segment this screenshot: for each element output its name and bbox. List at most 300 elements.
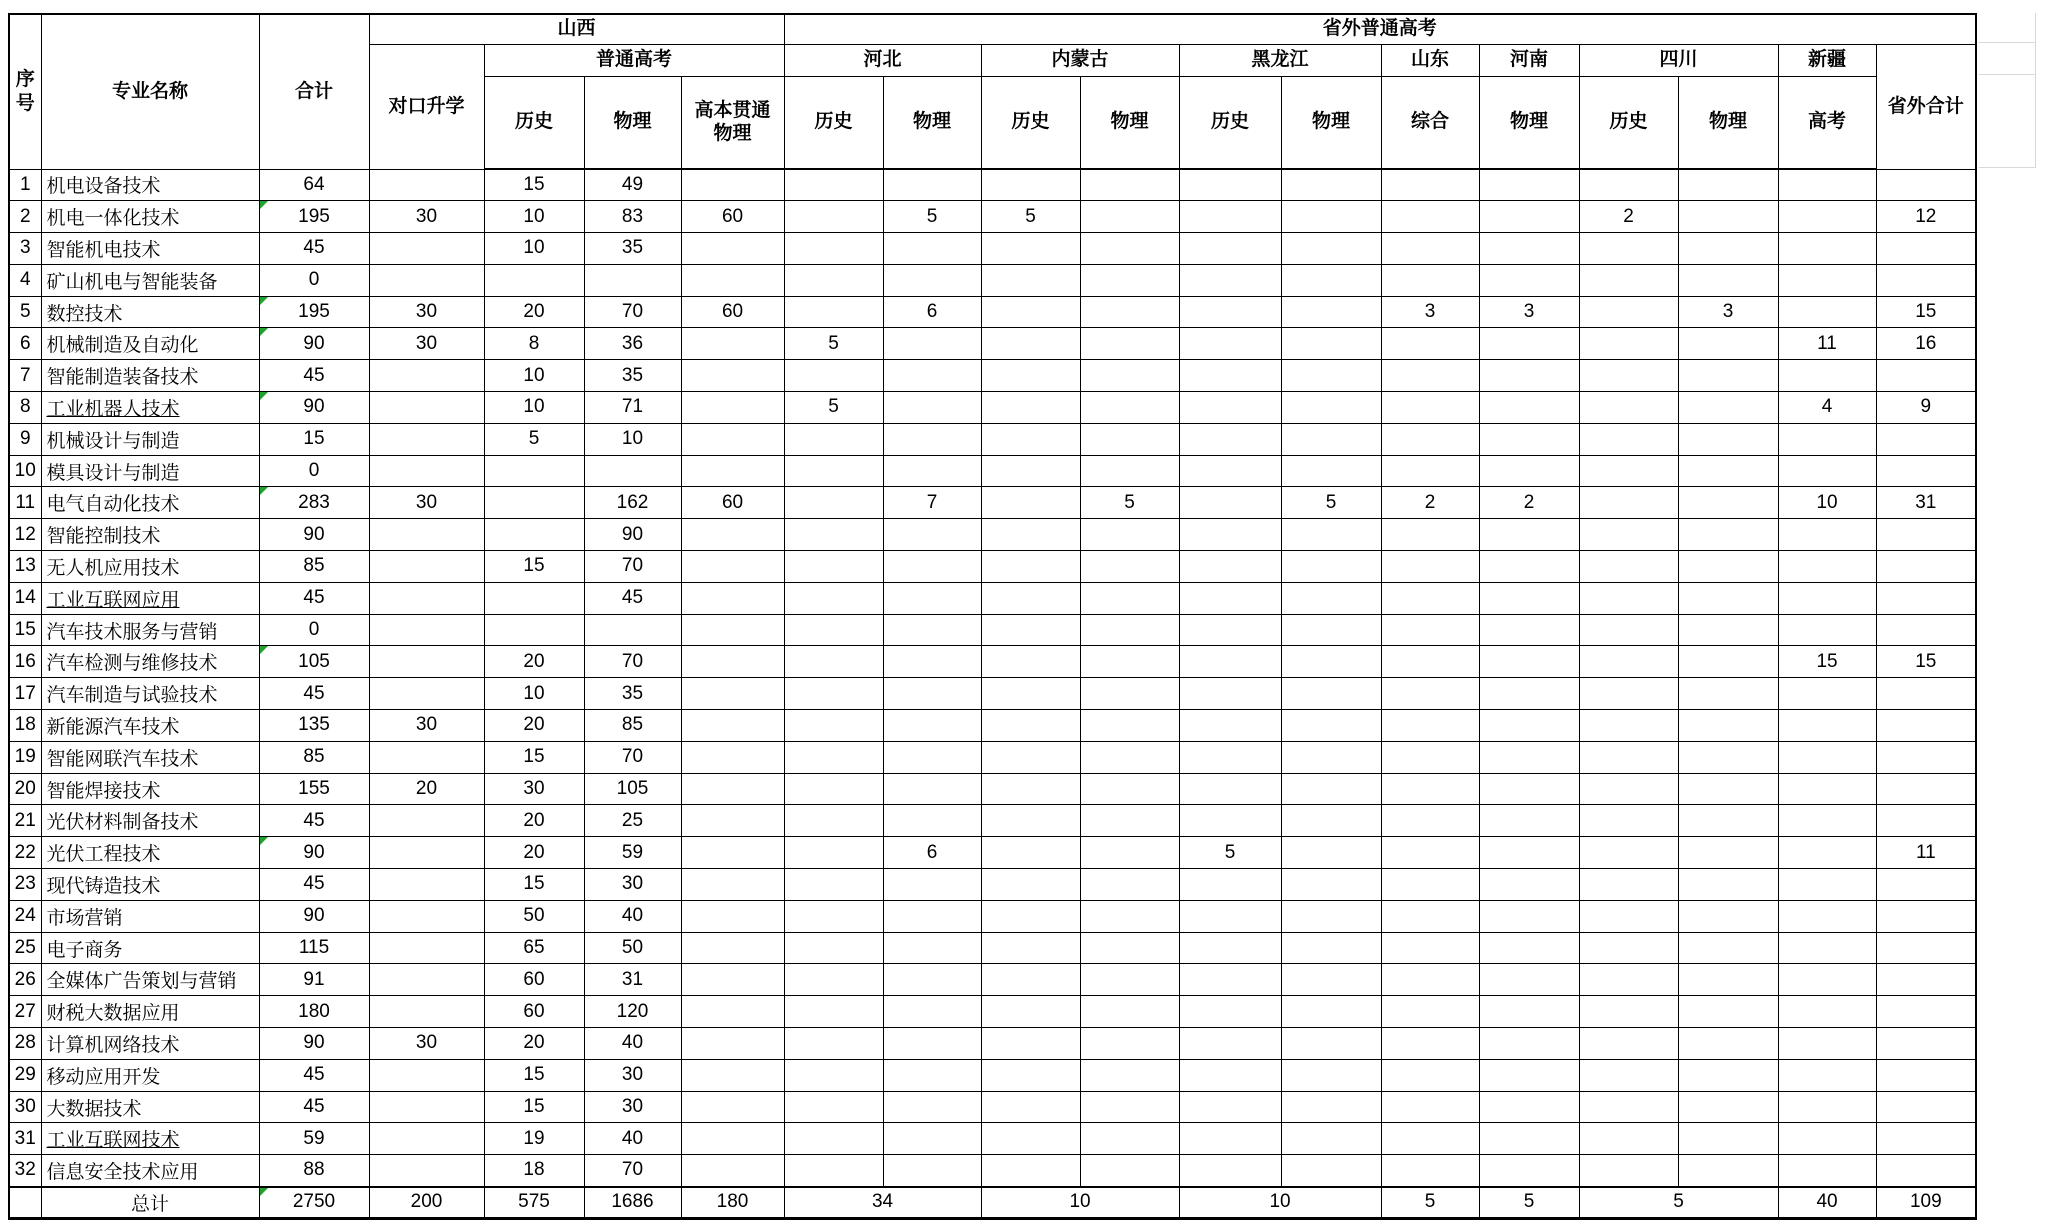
cell-duikou[interactable] <box>369 996 484 1028</box>
cell-hlj-hist[interactable] <box>1179 741 1281 773</box>
cell-sc-hist[interactable] <box>1579 1028 1678 1060</box>
cell-major[interactable] <box>41 900 259 932</box>
cell-hb-phys[interactable] <box>883 1059 981 1091</box>
cell-hb-hist[interactable] <box>784 328 883 360</box>
cell-hn-phys[interactable] <box>1479 264 1579 296</box>
cell-nm-phys[interactable] <box>1080 519 1179 551</box>
cell-major[interactable] <box>41 741 259 773</box>
cell-hb-hist[interactable] <box>784 837 883 869</box>
cell-nm-phys[interactable] <box>1080 233 1179 265</box>
col-header-swtotal[interactable] <box>1876 44 1976 169</box>
cell-sx-phys[interactable] <box>584 551 681 583</box>
cell-sw-total[interactable] <box>1876 805 1976 837</box>
cell-major[interactable] <box>41 1155 259 1187</box>
cell-gaoben[interactable] <box>681 296 784 328</box>
cell-hlj-phys[interactable] <box>1281 964 1381 996</box>
cell-total[interactable] <box>259 614 369 646</box>
cell-hn-phys[interactable] <box>1479 1028 1579 1060</box>
group-header-xinjiang[interactable] <box>1778 44 1876 76</box>
cell-sx-phys[interactable] <box>584 900 681 932</box>
cell-sd-zonghe[interactable] <box>1381 201 1479 233</box>
cell-sd-zonghe[interactable] <box>1381 932 1479 964</box>
cell-hlj-hist[interactable] <box>1179 996 1281 1028</box>
cell-sc-phys[interactable] <box>1678 582 1778 614</box>
cell-total[interactable] <box>259 519 369 551</box>
cell-nm-phys[interactable] <box>1080 169 1179 201</box>
cell-hlj-hist[interactable] <box>1179 360 1281 392</box>
cell-sx-hist[interactable] <box>484 678 584 710</box>
cell-sx-phys[interactable] <box>584 932 681 964</box>
cell-seq[interactable] <box>9 741 41 773</box>
cell-hlj-phys[interactable] <box>1281 169 1381 201</box>
cell-nm-hist[interactable] <box>981 487 1080 519</box>
cell-hb-phys[interactable] <box>883 1091 981 1123</box>
cell-nm-phys[interactable] <box>1080 614 1179 646</box>
cell-sx-hist[interactable] <box>484 551 584 583</box>
cell-hb-phys[interactable] <box>883 233 981 265</box>
cell-major[interactable] <box>41 869 259 901</box>
cell-hb-hist[interactable] <box>784 360 883 392</box>
cell-nm-phys[interactable] <box>1080 900 1179 932</box>
cell-major[interactable] <box>41 1028 259 1060</box>
cell-gaoben[interactable] <box>681 1059 784 1091</box>
cell-sd-zonghe[interactable] <box>1381 869 1479 901</box>
cell-gaoben[interactable] <box>681 996 784 1028</box>
cell-sc-hist[interactable] <box>1579 900 1678 932</box>
cell-sx-phys[interactable] <box>584 1091 681 1123</box>
cell-gaoben[interactable] <box>681 932 784 964</box>
cell-hb-phys[interactable] <box>883 1155 981 1187</box>
cell-nm-hist[interactable] <box>981 900 1080 932</box>
cell-hb-hist[interactable] <box>784 710 883 742</box>
cell-sc-hist[interactable] <box>1579 423 1678 455</box>
cell-total[interactable] <box>259 296 369 328</box>
cell-duikou[interactable] <box>369 1155 484 1187</box>
cell-duikou[interactable] <box>369 678 484 710</box>
cell-sx-hist[interactable] <box>484 264 584 296</box>
cell-sc-phys[interactable] <box>1678 1059 1778 1091</box>
cell-gaoben[interactable] <box>681 328 784 360</box>
cell-xj-gaokao[interactable] <box>1778 169 1876 201</box>
cell-sd-zonghe[interactable] <box>1381 423 1479 455</box>
cell-hlj-hist[interactable] <box>1179 614 1281 646</box>
cell-gaoben[interactable] <box>681 455 784 487</box>
cell-seq[interactable] <box>9 932 41 964</box>
cell-sx-hist[interactable] <box>484 932 584 964</box>
cell-hlj-hist[interactable] <box>1179 805 1281 837</box>
cell-nm-phys[interactable] <box>1080 869 1179 901</box>
cell-hlj-phys[interactable] <box>1281 233 1381 265</box>
cell-sd-zonghe[interactable] <box>1381 264 1479 296</box>
cell-hb-hist[interactable] <box>784 805 883 837</box>
cell-total[interactable] <box>259 582 369 614</box>
cell-hlj-hist[interactable] <box>1179 773 1281 805</box>
cell-hlj-hist[interactable] <box>1179 1028 1281 1060</box>
cell-sw-total[interactable] <box>1876 869 1976 901</box>
cell-total[interactable] <box>259 1028 369 1060</box>
cell-xj-gaokao[interactable] <box>1778 423 1876 455</box>
cell-sw-total[interactable] <box>1876 423 1976 455</box>
totals-sx-phys[interactable] <box>584 1187 681 1219</box>
cell-sx-phys[interactable] <box>584 1028 681 1060</box>
cell-duikou[interactable] <box>369 360 484 392</box>
cell-hb-hist[interactable] <box>784 932 883 964</box>
cell-sw-total[interactable] <box>1876 1155 1976 1187</box>
cell-nm-phys[interactable] <box>1080 741 1179 773</box>
cell-nm-hist[interactable] <box>981 646 1080 678</box>
cell-sc-hist[interactable] <box>1579 360 1678 392</box>
cell-gaoben[interactable] <box>681 360 784 392</box>
cell-seq[interactable] <box>9 964 41 996</box>
cell-sx-hist[interactable] <box>484 423 584 455</box>
cell-hn-phys[interactable] <box>1479 169 1579 201</box>
cell-hlj-hist[interactable] <box>1179 646 1281 678</box>
cell-sd-zonghe[interactable] <box>1381 1059 1479 1091</box>
col-header-sc-phys[interactable] <box>1678 76 1778 169</box>
cell-hlj-phys[interactable] <box>1281 487 1381 519</box>
cell-sc-hist[interactable] <box>1579 964 1678 996</box>
cell-hn-phys[interactable] <box>1479 773 1579 805</box>
cell-gaoben[interactable] <box>681 837 784 869</box>
cell-seq[interactable] <box>9 678 41 710</box>
cell-sx-hist[interactable] <box>484 964 584 996</box>
cell-sw-total[interactable] <box>1876 996 1976 1028</box>
cell-hb-hist[interactable] <box>784 741 883 773</box>
cell-seq[interactable] <box>9 1123 41 1155</box>
cell-sd-zonghe[interactable] <box>1381 1155 1479 1187</box>
totals-gaoben[interactable] <box>681 1187 784 1219</box>
cell-major[interactable] <box>41 996 259 1028</box>
cell-sd-zonghe[interactable] <box>1381 1028 1479 1060</box>
totals-label[interactable] <box>41 1187 259 1219</box>
cell-sc-hist[interactable] <box>1579 710 1678 742</box>
cell-major[interactable] <box>41 773 259 805</box>
cell-major[interactable] <box>41 805 259 837</box>
cell-hn-phys[interactable] <box>1479 328 1579 360</box>
cell-major[interactable] <box>41 1091 259 1123</box>
cell-sx-hist[interactable] <box>484 614 584 646</box>
cell-nm-hist[interactable] <box>981 519 1080 551</box>
cell-sc-hist[interactable] <box>1579 869 1678 901</box>
cell-hlj-hist[interactable] <box>1179 328 1281 360</box>
cell-sc-phys[interactable] <box>1678 996 1778 1028</box>
cell-sw-total[interactable] <box>1876 296 1976 328</box>
cell-duikou[interactable] <box>369 964 484 996</box>
cell-duikou[interactable] <box>369 1028 484 1060</box>
cell-total[interactable] <box>259 169 369 201</box>
col-header-hb-phys[interactable] <box>883 76 981 169</box>
cell-sc-phys[interactable] <box>1678 264 1778 296</box>
cell-hb-hist[interactable] <box>784 296 883 328</box>
cell-seq[interactable] <box>9 169 41 201</box>
cell-gaoben[interactable] <box>681 551 784 583</box>
cell-sd-zonghe[interactable] <box>1381 487 1479 519</box>
cell-nm-phys[interactable] <box>1080 1123 1179 1155</box>
group-header-shanxi[interactable] <box>369 14 784 44</box>
cell-hb-phys[interactable] <box>883 519 981 551</box>
cell-nm-hist[interactable] <box>981 1059 1080 1091</box>
cell-sx-phys[interactable] <box>584 741 681 773</box>
cell-xj-gaokao[interactable] <box>1778 869 1876 901</box>
cell-sc-phys[interactable] <box>1678 423 1778 455</box>
cell-sw-total[interactable] <box>1876 773 1976 805</box>
cell-sc-phys[interactable] <box>1678 296 1778 328</box>
cell-sx-hist[interactable] <box>484 233 584 265</box>
cell-duikou[interactable] <box>369 551 484 583</box>
cell-sc-phys[interactable] <box>1678 805 1778 837</box>
cell-sc-phys[interactable] <box>1678 1091 1778 1123</box>
cell-sc-phys[interactable] <box>1678 614 1778 646</box>
cell-sx-hist[interactable] <box>484 328 584 360</box>
cell-nm-hist[interactable] <box>981 392 1080 424</box>
cell-hlj-phys[interactable] <box>1281 551 1381 583</box>
cell-sd-zonghe[interactable] <box>1381 169 1479 201</box>
cell-sd-zonghe[interactable] <box>1381 614 1479 646</box>
cell-sw-total[interactable] <box>1876 233 1976 265</box>
col-header-xj-gaokao[interactable] <box>1778 76 1876 169</box>
cell-sc-phys[interactable] <box>1678 169 1778 201</box>
cell-hb-hist[interactable] <box>784 201 883 233</box>
cell-xj-gaokao[interactable] <box>1778 519 1876 551</box>
cell-total[interactable] <box>259 869 369 901</box>
group-header-shengwai[interactable] <box>784 14 1976 44</box>
cell-hlj-hist[interactable] <box>1179 296 1281 328</box>
cell-hn-phys[interactable] <box>1479 646 1579 678</box>
cell-seq[interactable] <box>9 646 41 678</box>
cell-sc-hist[interactable] <box>1579 296 1678 328</box>
cell-sc-phys[interactable] <box>1678 900 1778 932</box>
cell-gaoben[interactable] <box>681 773 784 805</box>
cell-nm-hist[interactable] <box>981 233 1080 265</box>
cell-sx-phys[interactable] <box>584 487 681 519</box>
totals-province-merged[interactable] <box>1479 1187 1579 1219</box>
cell-total[interactable] <box>259 1123 369 1155</box>
cell-sc-hist[interactable] <box>1579 328 1678 360</box>
cell-nm-hist[interactable] <box>981 1028 1080 1060</box>
cell-sw-total[interactable] <box>1876 678 1976 710</box>
cell-sw-total[interactable] <box>1876 900 1976 932</box>
cell-nm-hist[interactable] <box>981 169 1080 201</box>
cell-sc-phys[interactable] <box>1678 1123 1778 1155</box>
cell-hn-phys[interactable] <box>1479 296 1579 328</box>
cell-hn-phys[interactable] <box>1479 1155 1579 1187</box>
cell-seq[interactable] <box>9 392 41 424</box>
cell-nm-phys[interactable] <box>1080 932 1179 964</box>
cell-hb-hist[interactable] <box>784 169 883 201</box>
cell-xj-gaokao[interactable] <box>1778 646 1876 678</box>
cell-hn-phys[interactable] <box>1479 805 1579 837</box>
cell-total[interactable] <box>259 932 369 964</box>
cell-duikou[interactable] <box>369 1091 484 1123</box>
cell-hb-phys[interactable] <box>883 1123 981 1155</box>
cell-sc-hist[interactable] <box>1579 233 1678 265</box>
totals-total[interactable] <box>259 1187 369 1219</box>
cell-hb-hist[interactable] <box>784 1123 883 1155</box>
cell-hlj-phys[interactable] <box>1281 1091 1381 1123</box>
cell-hb-hist[interactable] <box>784 869 883 901</box>
cell-hn-phys[interactable] <box>1479 423 1579 455</box>
cell-duikou[interactable] <box>369 582 484 614</box>
cell-sx-hist[interactable] <box>484 519 584 551</box>
cell-sc-phys[interactable] <box>1678 487 1778 519</box>
cell-hlj-hist[interactable] <box>1179 233 1281 265</box>
cell-major[interactable] <box>41 837 259 869</box>
cell-nm-phys[interactable] <box>1080 392 1179 424</box>
cell-sc-hist[interactable] <box>1579 1059 1678 1091</box>
cell-hb-hist[interactable] <box>784 1155 883 1187</box>
totals-duikou[interactable] <box>369 1187 484 1219</box>
cell-total[interactable] <box>259 964 369 996</box>
cell-nm-phys[interactable] <box>1080 1028 1179 1060</box>
cell-duikou[interactable] <box>369 900 484 932</box>
col-header-hn-phys[interactable] <box>1479 76 1579 169</box>
cell-gaoben[interactable] <box>681 1155 784 1187</box>
cell-hb-phys[interactable] <box>883 551 981 583</box>
cell-total[interactable] <box>259 996 369 1028</box>
cell-duikou[interactable] <box>369 519 484 551</box>
cell-gaoben[interactable] <box>681 646 784 678</box>
cell-duikou[interactable] <box>369 487 484 519</box>
cell-sc-phys[interactable] <box>1678 360 1778 392</box>
cell-nm-phys[interactable] <box>1080 328 1179 360</box>
cell-xj-gaokao[interactable] <box>1778 296 1876 328</box>
cell-total[interactable] <box>259 360 369 392</box>
cell-seq[interactable] <box>9 805 41 837</box>
cell-nm-phys[interactable] <box>1080 773 1179 805</box>
cell-nm-hist[interactable] <box>981 264 1080 296</box>
cell-nm-phys[interactable] <box>1080 646 1179 678</box>
cell-hb-hist[interactable] <box>784 646 883 678</box>
cell-sd-zonghe[interactable] <box>1381 582 1479 614</box>
cell-xj-gaokao[interactable] <box>1778 360 1876 392</box>
col-header-hlj-hist[interactable] <box>1179 76 1281 169</box>
cell-sw-total[interactable] <box>1876 1028 1976 1060</box>
cell-sc-hist[interactable] <box>1579 932 1678 964</box>
cell-seq[interactable] <box>9 233 41 265</box>
cell-sd-zonghe[interactable] <box>1381 710 1479 742</box>
cell-gaoben[interactable] <box>681 487 784 519</box>
cell-sc-hist[interactable] <box>1579 996 1678 1028</box>
cell-nm-hist[interactable] <box>981 932 1080 964</box>
cell-hlj-hist[interactable] <box>1179 519 1281 551</box>
cell-seq[interactable] <box>9 582 41 614</box>
cell-sx-phys[interactable] <box>584 201 681 233</box>
cell-hb-hist[interactable] <box>784 551 883 583</box>
cell-gaoben[interactable] <box>681 614 784 646</box>
cell-hn-phys[interactable] <box>1479 710 1579 742</box>
cell-seq[interactable] <box>9 328 41 360</box>
cell-hlj-hist[interactable] <box>1179 264 1281 296</box>
cell-major[interactable] <box>41 296 259 328</box>
cell-sx-hist[interactable] <box>484 773 584 805</box>
cell-sc-phys[interactable] <box>1678 646 1778 678</box>
cell-sd-zonghe[interactable] <box>1381 837 1479 869</box>
cell-nm-hist[interactable] <box>981 964 1080 996</box>
cell-xj-gaokao[interactable] <box>1778 201 1876 233</box>
totals-province-merged[interactable] <box>1876 1187 1976 1219</box>
totals-province-merged[interactable] <box>981 1187 1179 1219</box>
cell-nm-hist[interactable] <box>981 837 1080 869</box>
cell-nm-hist[interactable] <box>981 582 1080 614</box>
cell-seq[interactable] <box>9 1059 41 1091</box>
cell-nm-phys[interactable] <box>1080 1155 1179 1187</box>
cell-sx-hist[interactable] <box>484 1059 584 1091</box>
cell-total[interactable] <box>259 328 369 360</box>
cell-hb-phys[interactable] <box>883 1028 981 1060</box>
group-header-neimenggu[interactable] <box>981 44 1179 76</box>
cell-hlj-hist[interactable] <box>1179 869 1281 901</box>
cell-hb-phys[interactable] <box>883 455 981 487</box>
cell-sw-total[interactable] <box>1876 264 1976 296</box>
cell-duikou[interactable] <box>369 328 484 360</box>
group-header-hebei[interactable] <box>784 44 981 76</box>
cell-hn-phys[interactable] <box>1479 932 1579 964</box>
cell-nm-phys[interactable] <box>1080 1091 1179 1123</box>
cell-nm-phys[interactable] <box>1080 964 1179 996</box>
col-header-sc-hist[interactable] <box>1579 76 1678 169</box>
col-header-sx-phys[interactable] <box>584 76 681 169</box>
cell-major[interactable] <box>41 519 259 551</box>
cell-seq[interactable] <box>9 710 41 742</box>
cell-hlj-hist[interactable] <box>1179 837 1281 869</box>
cell-gaoben[interactable] <box>681 519 784 551</box>
cell-nm-phys[interactable] <box>1080 710 1179 742</box>
cell-sx-hist[interactable] <box>484 996 584 1028</box>
cell-sw-total[interactable] <box>1876 964 1976 996</box>
cell-gaoben[interactable] <box>681 900 784 932</box>
cell-sd-zonghe[interactable] <box>1381 805 1479 837</box>
cell-sd-zonghe[interactable] <box>1381 996 1479 1028</box>
cell-sc-phys[interactable] <box>1678 328 1778 360</box>
cell-hlj-phys[interactable] <box>1281 900 1381 932</box>
cell-hb-phys[interactable] <box>883 773 981 805</box>
cell-nm-phys[interactable] <box>1080 296 1179 328</box>
cell-seq[interactable] <box>9 201 41 233</box>
cell-major[interactable] <box>41 614 259 646</box>
cell-sc-phys[interactable] <box>1678 773 1778 805</box>
cell-nm-phys[interactable] <box>1080 360 1179 392</box>
cell-sc-hist[interactable] <box>1579 551 1678 583</box>
cell-sc-phys[interactable] <box>1678 678 1778 710</box>
col-header-gaoben[interactable] <box>681 76 784 169</box>
cell-sd-zonghe[interactable] <box>1381 773 1479 805</box>
cell-sx-phys[interactable] <box>584 996 681 1028</box>
cell-sw-total[interactable] <box>1876 328 1976 360</box>
cell-xj-gaokao[interactable] <box>1778 773 1876 805</box>
totals-province-merged[interactable] <box>1179 1187 1381 1219</box>
cell-total[interactable] <box>259 423 369 455</box>
cell-major[interactable] <box>41 678 259 710</box>
cell-nm-hist[interactable] <box>981 1123 1080 1155</box>
cell-hn-phys[interactable] <box>1479 201 1579 233</box>
cell-nm-hist[interactable] <box>981 996 1080 1028</box>
cell-major[interactable] <box>41 169 259 201</box>
cell-sc-hist[interactable] <box>1579 455 1678 487</box>
cell-major[interactable] <box>41 328 259 360</box>
cell-sx-phys[interactable] <box>584 423 681 455</box>
cell-hb-phys[interactable] <box>883 900 981 932</box>
cell-sc-phys[interactable] <box>1678 392 1778 424</box>
cell-sc-hist[interactable] <box>1579 392 1678 424</box>
cell-sx-phys[interactable] <box>584 264 681 296</box>
col-header-seq[interactable] <box>9 14 41 169</box>
cell-hlj-phys[interactable] <box>1281 614 1381 646</box>
cell-sx-hist[interactable] <box>484 900 584 932</box>
cell-hn-phys[interactable] <box>1479 1123 1579 1155</box>
cell-hlj-hist[interactable] <box>1179 1155 1281 1187</box>
cell-hn-phys[interactable] <box>1479 1091 1579 1123</box>
cell-hlj-hist[interactable] <box>1179 1123 1281 1155</box>
